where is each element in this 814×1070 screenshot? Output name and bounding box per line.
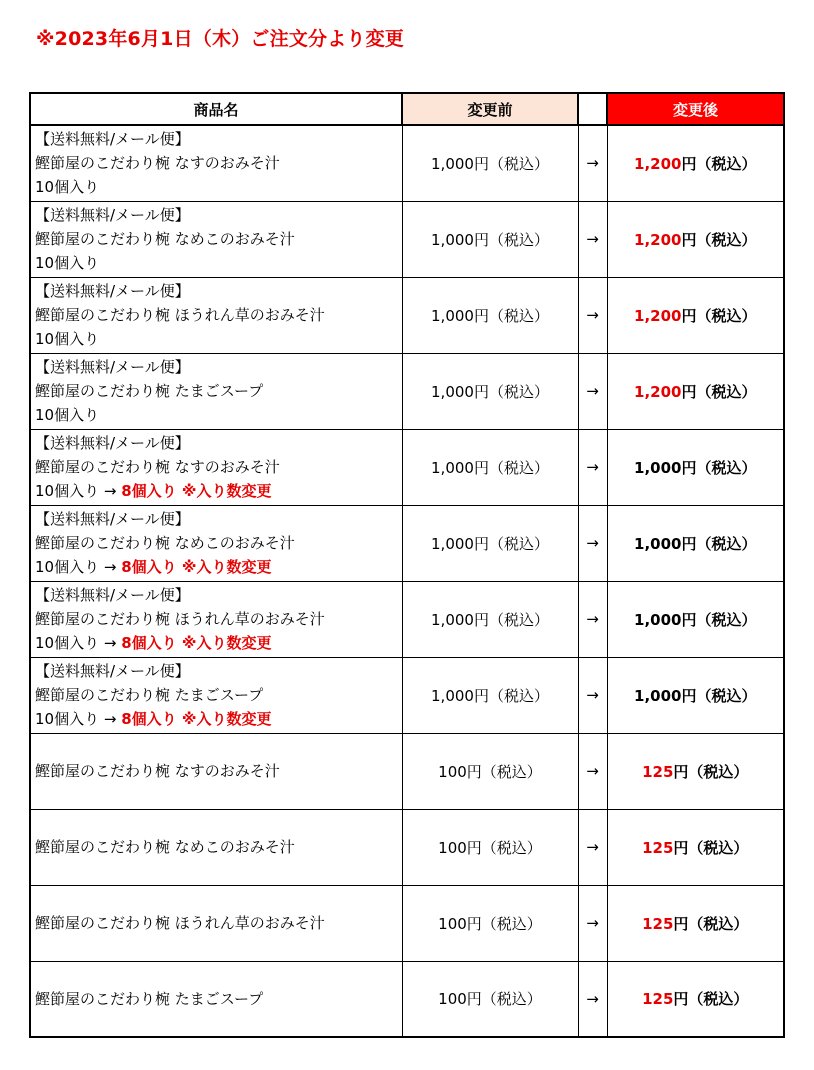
quantity-line	[35, 479, 402, 503]
arrow-right-icon: →	[578, 277, 607, 353]
price-after-unit: 円（税込）	[681, 686, 757, 705]
arrow-right-icon: →	[578, 809, 607, 885]
table-header-row	[30, 93, 784, 125]
price-after-amount: 1,200	[634, 382, 682, 401]
product-name-cell	[30, 125, 402, 201]
table-row	[30, 581, 784, 657]
price-after-amount: 1,000	[634, 534, 682, 553]
price-after	[607, 125, 784, 201]
price-after-unit: 円（税込）	[681, 306, 757, 325]
price-after-amount: 125	[642, 990, 674, 1009]
price-after	[607, 353, 784, 429]
product-name-cell	[30, 581, 402, 657]
price-after-amount: 1,200	[634, 306, 682, 325]
price-after	[607, 657, 784, 733]
price-after-unit: 円（税込）	[673, 838, 749, 857]
quantity-text: 10個入り →	[35, 558, 117, 576]
header-arrow	[578, 93, 607, 125]
product-name-cell	[30, 277, 402, 353]
price-after-unit: 円（税込）	[681, 382, 757, 401]
price-after-amount: 1,200	[634, 154, 682, 173]
shipping-label: 【送料無料/メール便】	[35, 510, 190, 528]
quantity-change-note: 8個入り ※入り数変更	[121, 710, 272, 728]
shipping-label: 【送料無料/メール便】	[35, 130, 190, 149]
shipping-label: 【送料無料/メール便】	[35, 434, 190, 452]
price-change-table	[29, 92, 785, 1038]
price-before: 100円（税込）	[402, 809, 578, 885]
quantity-line	[35, 707, 402, 731]
price-after-amount: 1,000	[634, 458, 682, 477]
quantity-text: 10個入り	[35, 178, 100, 197]
quantity-line	[35, 251, 402, 275]
price-after	[607, 277, 784, 353]
quantity-change-note: 8個入り ※入り数変更	[121, 482, 272, 500]
arrow-right-icon: →	[578, 733, 607, 809]
table-row	[30, 353, 784, 429]
arrow-right-icon: →	[578, 505, 607, 581]
price-after	[607, 961, 784, 1037]
price-after-amount: 1,000	[634, 686, 682, 705]
header-before-change: 変更前	[402, 93, 578, 125]
quantity-text: 10個入り →	[35, 710, 117, 728]
table-row	[30, 125, 784, 201]
product-name-cell	[30, 353, 402, 429]
table-row	[30, 277, 784, 353]
table-row	[30, 505, 784, 581]
price-after-unit: 円（税込）	[673, 762, 749, 781]
quantity-text: 10個入り →	[35, 482, 117, 500]
arrow-right-icon: →	[578, 581, 607, 657]
quantity-line	[35, 631, 402, 655]
price-after-amount: 1,200	[634, 230, 682, 249]
price-after-amount: 125	[642, 914, 674, 933]
quantity-text: 10個入り	[35, 330, 100, 348]
product-name: 鰹節屋のこだわり椀 なすのおみそ汁	[35, 762, 280, 780]
table-row	[30, 657, 784, 733]
price-after	[607, 581, 784, 657]
table-row	[30, 733, 784, 809]
table-row	[30, 809, 784, 885]
product-name-cell	[30, 809, 402, 885]
price-before: 1,000円（税込）	[402, 505, 578, 581]
product-name: 鰹節屋のこだわり椀 なめこのおみそ汁	[35, 838, 295, 856]
quantity-line	[35, 403, 402, 427]
quantity-text: 10個入り	[35, 406, 100, 424]
price-after	[607, 885, 784, 961]
product-name-cell	[30, 657, 402, 733]
product-name: 鰹節屋のこだわり椀 なめこのおみそ汁	[35, 230, 295, 248]
price-before: 1,000円（税込）	[402, 201, 578, 277]
quantity-change-note: 8個入り ※入り数変更	[121, 558, 272, 576]
price-before: 1,000円（税込）	[402, 581, 578, 657]
quantity-line	[35, 555, 402, 579]
table-row	[30, 429, 784, 505]
arrow-right-icon: →	[578, 201, 607, 277]
quantity-text: 10個入り →	[35, 634, 117, 652]
quantity-line	[35, 327, 402, 351]
header-product-name: 商品名	[30, 93, 402, 125]
shipping-label: 【送料無料/メール便】	[35, 206, 190, 224]
product-name: 鰹節屋のこだわり椀 なすのおみそ汁	[35, 458, 280, 476]
price-after-unit: 円（税込）	[681, 610, 757, 629]
arrow-right-icon: →	[578, 657, 607, 733]
product-name: 鰹節屋のこだわり椀 なすのおみそ汁	[35, 154, 280, 173]
price-after	[607, 809, 784, 885]
price-before: 1,000円（税込）	[402, 353, 578, 429]
arrow-right-icon: →	[578, 429, 607, 505]
price-after-unit: 円（税込）	[673, 990, 749, 1009]
product-name: 鰹節屋のこだわり椀 なめこのおみそ汁	[35, 534, 295, 552]
product-name: 鰹節屋のこだわり椀 たまごスープ	[35, 989, 264, 1008]
price-before: 100円（税込）	[402, 961, 578, 1037]
shipping-label: 【送料無料/メール便】	[35, 358, 190, 376]
header-after-change: 変更後	[607, 93, 784, 125]
product-name-cell	[30, 961, 402, 1037]
price-after	[607, 201, 784, 277]
price-before: 1,000円（税込）	[402, 429, 578, 505]
arrow-right-icon: →	[578, 353, 607, 429]
arrow-right-icon: →	[578, 885, 607, 961]
price-before: 1,000円（税込）	[402, 657, 578, 733]
price-after-amount: 1,000	[634, 610, 682, 629]
product-name-cell	[30, 733, 402, 809]
price-before: 1,000円（税込）	[402, 277, 578, 353]
price-before: 100円（税込）	[402, 733, 578, 809]
product-name: 鰹節屋のこだわり椀 ほうれん草のおみそ汁	[35, 610, 325, 628]
arrow-right-icon: →	[578, 125, 607, 201]
arrow-right-icon: →	[578, 961, 607, 1037]
price-before: 100円（税込）	[402, 885, 578, 961]
price-before: 1,000円（税込）	[402, 125, 578, 201]
shipping-label: 【送料無料/メール便】	[35, 662, 190, 680]
price-after-amount: 125	[642, 762, 674, 781]
product-name-cell	[30, 885, 402, 961]
price-change-notice: ※2023年6月1日（木）ご注文分より変更	[36, 28, 404, 50]
product-name-cell	[30, 505, 402, 581]
price-after-unit: 円（税込）	[681, 230, 757, 249]
price-after	[607, 429, 784, 505]
quantity-line	[35, 175, 402, 199]
quantity-text: 10個入り	[35, 254, 100, 272]
product-name: 鰹節屋のこだわり椀 ほうれん草のおみそ汁	[35, 914, 325, 932]
product-name-cell	[30, 201, 402, 277]
price-after-unit: 円（税込）	[673, 914, 749, 933]
price-after	[607, 733, 784, 809]
table-row	[30, 201, 784, 277]
price-after-unit: 円（税込）	[681, 458, 757, 477]
price-after-amount: 125	[642, 838, 674, 857]
table-row	[30, 961, 784, 1037]
product-name: 鰹節屋のこだわり椀 ほうれん草のおみそ汁	[35, 306, 325, 324]
product-name-cell	[30, 429, 402, 505]
table-row	[30, 885, 784, 961]
price-after-unit: 円（税込）	[681, 154, 757, 173]
price-after	[607, 505, 784, 581]
shipping-label: 【送料無料/メール便】	[35, 282, 190, 300]
product-name: 鰹節屋のこだわり椀 たまごスープ	[35, 686, 264, 704]
shipping-label: 【送料無料/メール便】	[35, 586, 190, 604]
price-after-unit: 円（税込）	[681, 534, 757, 553]
product-name: 鰹節屋のこだわり椀 たまごスープ	[35, 382, 264, 400]
quantity-change-note: 8個入り ※入り数変更	[121, 634, 272, 652]
